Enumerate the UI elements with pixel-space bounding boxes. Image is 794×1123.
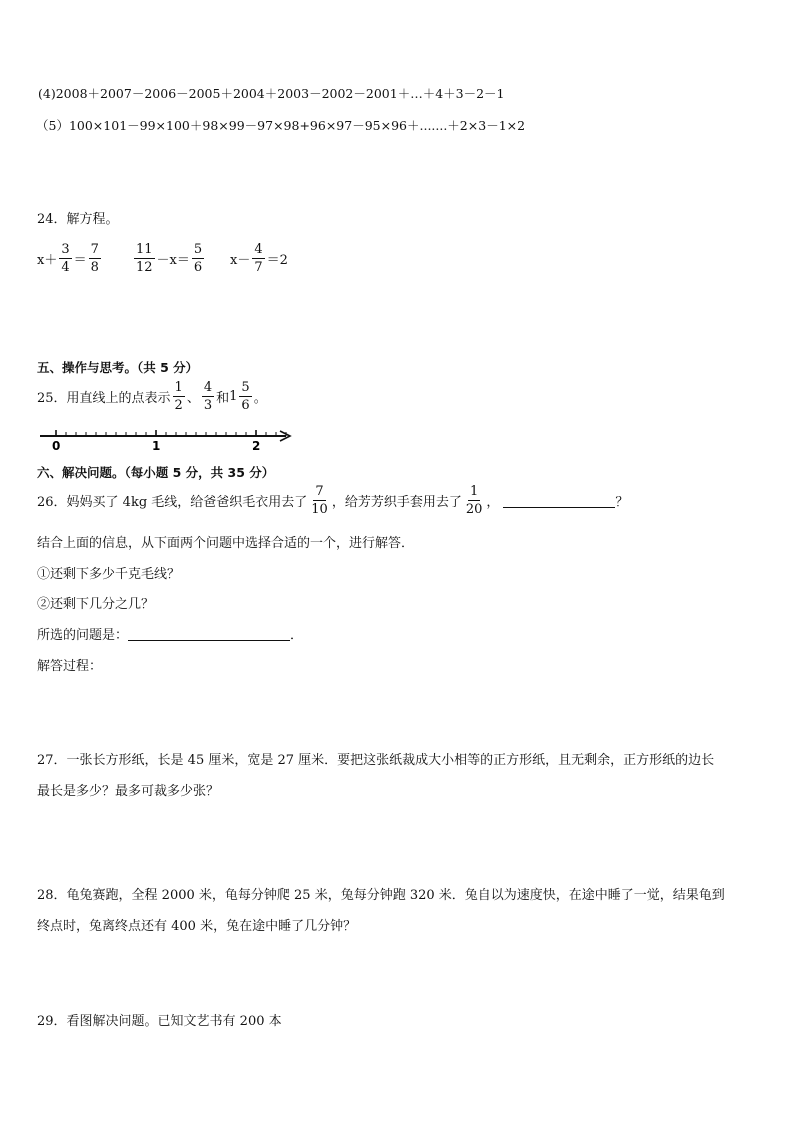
q26-instruction: 结合上面的信息，从下面两个问题中选择合适的一个，进行解答．	[37, 536, 415, 551]
q26-process-label: 解答过程：	[37, 659, 103, 674]
numerator: 4	[254, 242, 263, 257]
denominator: 7	[254, 260, 263, 275]
denominator: 4	[61, 260, 70, 275]
q26-chosen-blank[interactable]	[128, 626, 290, 641]
numerator: 1	[469, 484, 479, 499]
q24-equation-2	[132, 243, 206, 274]
number-line-label-2: 2	[252, 439, 261, 452]
denominator: 6	[193, 260, 203, 275]
q25-fraction-five-sixths	[239, 381, 251, 412]
q25-mixed-whole: 1	[229, 389, 238, 404]
q24-equation-3	[230, 243, 288, 274]
q23-part4: (4)2008＋2007－2006－2005＋2004＋2003－2002－2001＋…＋4＋3－2－1	[38, 86, 505, 101]
q24-title: 24．解方程。	[37, 212, 119, 227]
denominator: 10	[311, 502, 328, 517]
eq3-lhs: x－	[230, 253, 251, 268]
q26-question	[37, 485, 628, 516]
eq1-lhs: x＋	[37, 253, 58, 268]
numerator: 7	[90, 242, 99, 257]
denominator: 20	[465, 502, 483, 517]
section-5-title: 五、操作与思考。（共 5 分）	[37, 360, 199, 375]
q26-chosen-label: 所选的问题是：	[37, 628, 129, 643]
eq3-fraction-1	[252, 243, 264, 274]
number-line-label-0: 0	[52, 439, 61, 452]
q26-question-blank[interactable]	[503, 493, 615, 508]
q27-line-1: 27．一张长方形纸，长是 45 厘米，宽是 27 厘米．要把这张纸裁成大小相等的正方形纸，且无剩余，正方形纸的边长	[37, 753, 715, 768]
q23-part5: （5）100×101－99×100＋98×99－97×98+96×97－95×96＋.......＋2×3－1×2	[36, 118, 526, 133]
q26-fraction-1-20	[464, 485, 485, 516]
numerator: 3	[61, 242, 70, 257]
denominator: 2	[174, 398, 183, 413]
eq2-mid: －x＝	[156, 253, 190, 268]
q27-line-2: 最长是多少？最多可裁多少张？	[37, 784, 220, 799]
q24-equation-1	[37, 243, 103, 274]
q26-option-2: ②还剩下几分之几？	[37, 597, 155, 612]
numerator: 4	[203, 380, 213, 395]
q26-option-1: ①还剩下多少千克毛线？	[37, 567, 181, 582]
eq1-equals: ＝	[73, 253, 87, 268]
q26-fraction-7-10	[309, 485, 330, 516]
numerator: 11	[136, 242, 153, 257]
numerator: 1	[174, 380, 183, 395]
q26-chosen-end: ．	[290, 628, 304, 643]
q29-line-1: 29．看图解决问题。已知文艺书有 200 本	[37, 1014, 282, 1029]
denominator: 6	[241, 398, 250, 413]
numerator: 7	[315, 484, 324, 499]
q25-prefix: 25．用直线上的点表示	[37, 391, 171, 406]
q25-and: 和	[216, 391, 230, 406]
q26-chosen-row	[37, 624, 303, 643]
number-line	[36, 426, 296, 452]
q26-text-c: ，	[486, 495, 500, 510]
eq1-fraction-2	[89, 243, 101, 274]
q28-line-2: 终点时，兔离终点还有 400 米，兔在途中睡了几分钟？	[37, 919, 357, 934]
eq2-fraction-2	[192, 243, 204, 274]
section-6-title: 六、解决问题。（每小题 5 分，共 35 分）	[37, 465, 275, 480]
denominator: 8	[90, 260, 99, 275]
numerator: 5	[193, 242, 203, 257]
eq1-fraction-1	[59, 243, 71, 274]
q25-suffix: 。	[253, 391, 267, 406]
q26-text-d: ？	[615, 495, 629, 510]
eq3-rhs: ＝2	[266, 253, 288, 268]
q25-sep: 、	[186, 391, 200, 406]
denominator: 3	[203, 398, 213, 413]
denominator: 12	[136, 260, 153, 275]
q25-fraction-four-thirds	[202, 381, 214, 412]
eq2-fraction-1	[134, 243, 155, 274]
q25-prompt	[37, 381, 267, 412]
q28-line-1: 28．龟兔赛跑，全程 2000 米，龟每分钟爬 25 米，兔每分钟跑 320 米．兔自以为速度快，在途中睡了一觉，结果龟到	[37, 888, 725, 903]
q26-text-a: 26．妈妈买了 4kg 毛线，给爸爸织毛衣用去了	[37, 495, 308, 510]
q26-text-b: ，给芳芳织手套用去了	[331, 495, 462, 510]
q25-fraction-half	[173, 381, 185, 412]
numerator: 5	[241, 380, 250, 395]
number-line-label-1: 1	[152, 439, 161, 452]
